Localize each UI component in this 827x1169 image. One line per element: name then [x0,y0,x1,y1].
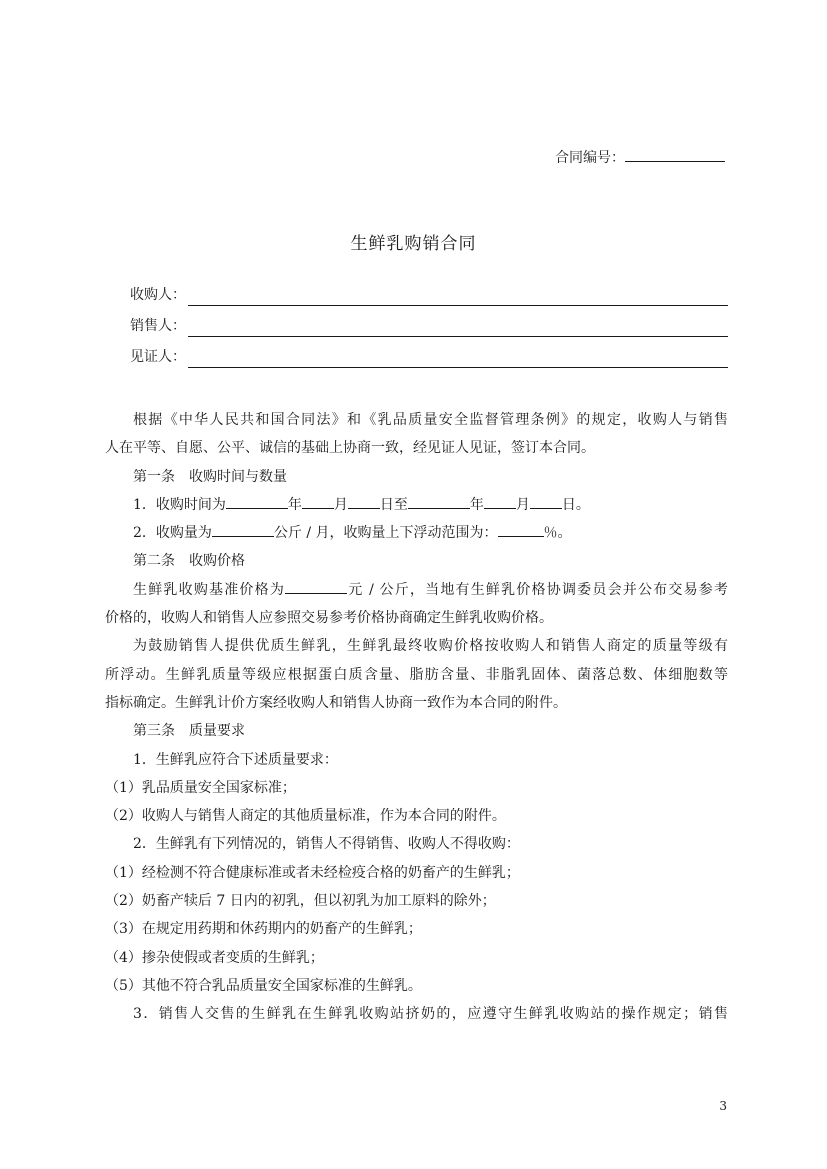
document-title: 生鲜乳购销合同 [350,234,477,254]
article-3-heading [105,717,728,745]
article-3-line: 2．生鲜乳有下列情况的，销售人不得销售、收购人不得收购： [133,836,520,853]
article-2-number: 第二条 [133,553,175,570]
page-number: 3 [719,1099,727,1113]
article-2-p2-line-1: 为鼓励销售人提供优质生鲜乳，生鲜乳最终收购价格按收购人和销售人商定的质量等级有 [133,638,728,655]
contract-number-blank[interactable] [625,146,725,162]
article-2-p1-line-1: 生鲜乳收购基准价格为 元 / 公斤，当地有生鲜乳价格协调委员会并公布交易参考 [105,576,728,604]
article-3-title: 质量要求 [189,723,245,740]
article-2-heading [105,547,728,575]
intro-line-2: 人在平等、自愿、公平、诚信的基础上协商一致，经见证人见证，签订本合同。 [105,440,595,457]
party-witness-blank[interactable] [188,351,728,368]
article-3-line: （1）经检测不符合健康标准或者未经检疫合格的奶畜产的生鲜乳； [105,864,520,881]
party-seller [130,315,728,337]
article-1-number: 第一条 [133,468,175,485]
article-3-line: （2）收购人与销售人商定的其他质量标准，作为本合同的附件。 [105,808,506,825]
contract-number [555,146,725,168]
contract-body [105,406,728,1029]
article-3-line: （4）掺杂使假或者变质的生鲜乳； [105,949,324,966]
party-seller-blank[interactable] [188,320,728,337]
contract-number-label: 合同编号： [555,150,625,166]
article-1-title: 收购时间与数量 [189,468,287,485]
article-2-p2-line-3: 指标确定。生鲜乳计价方案经收购人和销售人协商一致作为本合同的附件。 [105,694,567,711]
party-buyer-label: 收购人： [130,287,186,303]
article-3-last-line: 3．销售人交售的生鲜乳在生鲜乳收购站挤奶的，应遵守生鲜乳收购站的操作规定；销售 [133,1006,728,1023]
end-year-blank[interactable] [408,493,470,509]
article-3-line: （2）奶畜产犊后 7 日内的初乳，但以初乳为加工原料的除外； [105,893,496,910]
article-1-item-2: 2．收购量为 公斤 / 月，收购量上下浮动范围为： ％。 [105,519,728,547]
article-2-title: 收购价格 [189,553,245,570]
article-3-line: （5）其他不符合乳品质量安全国家标准的生鲜乳。 [105,977,422,994]
article-3-number: 第三条 [133,723,175,740]
article-2-p2-line-2: 所浮动。生鲜乳质量等级应根据蛋白质含量、脂肪含量、非脂乳固体、菌落总数、体细胞数等 [105,666,728,683]
base-price-blank[interactable] [285,578,347,594]
intro-line-1: 根据《中华人民共和国合同法》和《乳品质量安全监督管理条例》的规定，收购人与销售 [133,412,728,428]
start-month-blank[interactable] [302,493,334,509]
article-2-p1-line-2: 价格的，收购人和销售人应参照交易参考价格协商确定生鲜乳收购价格。 [105,610,553,627]
article-3-line: （3）在规定用药期和休药期内的奶畜产的生鲜乳； [105,921,422,938]
start-day-blank[interactable] [348,493,380,509]
article-1-item-1: 1．收购时间为 年 月 日至 年 月 日。 [105,491,728,519]
party-buyer-blank[interactable] [188,289,728,306]
quantity-blank[interactable] [212,521,274,537]
end-day-blank[interactable] [530,493,562,509]
party-seller-label: 销售人： [130,318,186,334]
article-1-heading [105,463,728,491]
article-3-line: 1．生鲜乳应符合下述质量要求： [133,751,338,768]
end-month-blank[interactable] [484,493,516,509]
party-witness-label: 见证人： [130,349,186,365]
party-buyer [130,284,728,306]
article-3-line: （1）乳品质量安全国家标准； [105,779,296,796]
float-range-blank[interactable] [498,521,544,537]
start-year-blank[interactable] [226,493,288,509]
party-witness [130,346,728,368]
